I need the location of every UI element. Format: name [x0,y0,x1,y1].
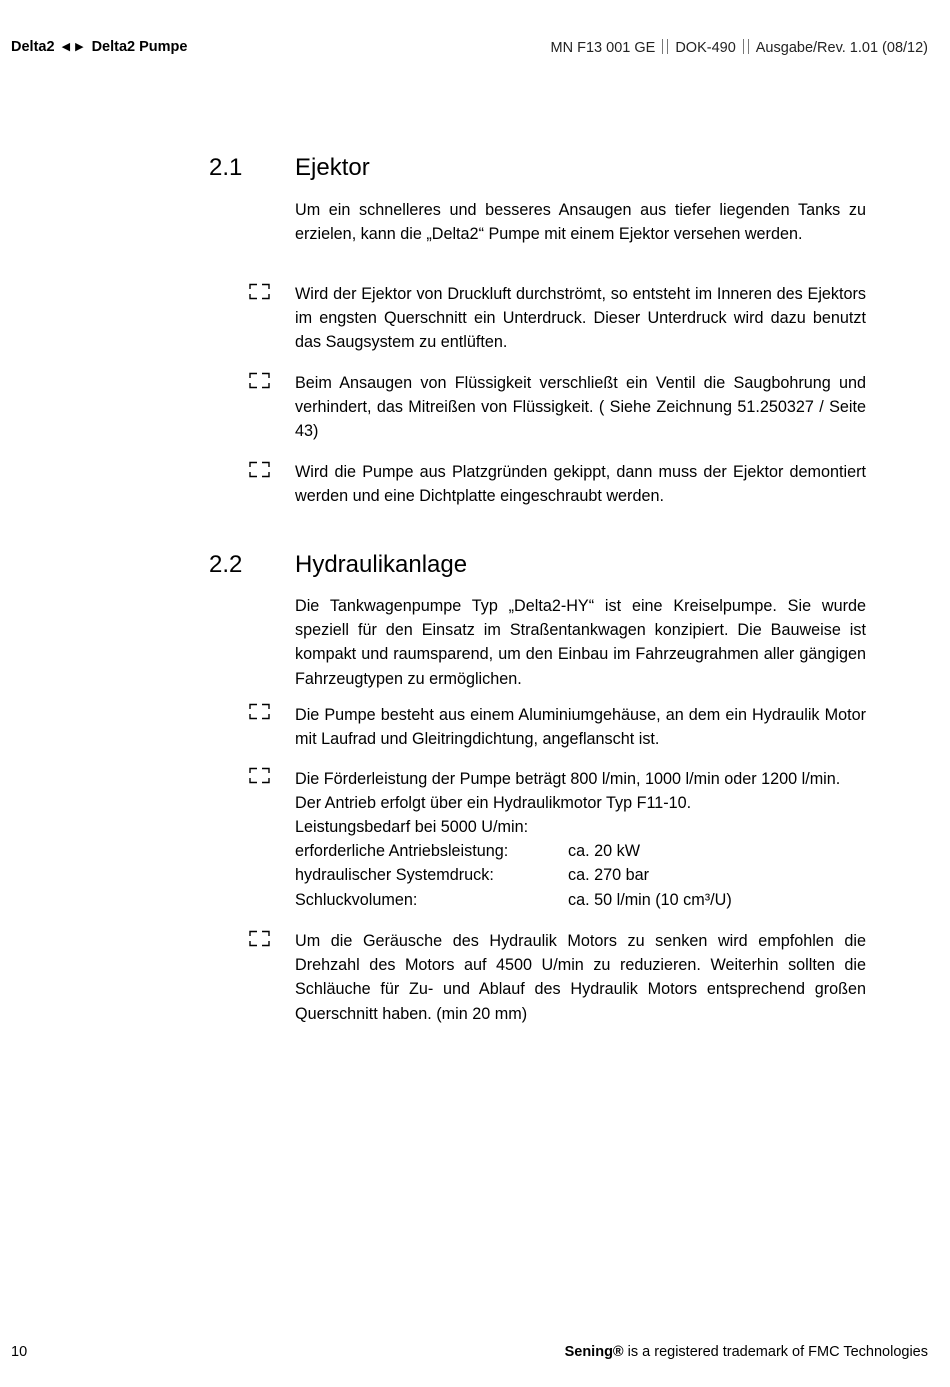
spec-label: Schluckvolumen: [295,890,418,909]
spec-row [295,863,866,887]
header-doc-info [551,39,928,56]
section-title: Ejektor [295,154,370,181]
page-header [11,39,928,59]
section-heading-hydraulikanlage [209,550,467,580]
spec-value: ca. 270 bar [568,866,649,885]
trademark-text: is a registered trademark of FMC Technologies [623,1344,928,1360]
spec-heading: Leistungsbedarf bei 5000 U/min: [295,818,529,836]
list-item: Die Förderleistung der Pumpe beträgt 800 l/min, 1000 l/min oder 1200 l/min. Der Antrieb erfolgt über ein Hydraulikmotor Typ F11-10. [295,770,841,813]
list-item: Die Pumpe besteht aus einem Aluminiumgehäuse, an dem ein Hydraulik Motor mit Laufrad und Gleitringdichtung, angeflanscht ist. [295,706,866,749]
bullet-icon [249,767,270,784]
bullet-icon [249,703,270,720]
brand-name: Sening® [564,1344,624,1360]
list-item: Beim Ansaugen von Flüssigkeit verschließt ein Ventil die Saugbohrung und verhindert, das Mitreißen von Flüssigkeit. ( Siehe Zeichnung 51.250327 / Seite 43) [295,374,866,441]
section-number: 2.1 [209,154,243,181]
doc-ref: DOK-490 [675,40,736,56]
nav-arrows-icon: ◀ ▶ [61,41,85,53]
separator [743,39,749,54]
bullet-icon [249,461,270,478]
spec-row [295,839,866,863]
section-number: 2.2 [209,551,243,578]
spec-table [295,815,866,912]
list-item: Wird die Pumpe aus Platzgründen gekippt, dann muss der Ejektor demontiert werden und eine Dichtplatte eingeschraubt werden. [295,463,866,506]
page-number: 10 [11,1344,28,1360]
breadcrumb-section: Delta2 Pumpe [91,39,188,55]
doc-number: MN F13 001 GE [550,40,656,56]
bullet-icon [249,283,270,300]
section-intro: Die Tankwagenpumpe Typ „Delta2-HY“ ist eine Kreiselpumpe. Sie wurde speziell für den Einsatz im Straßentankwagen konzipiert. Die Bauweise ist kompakt und raumsparend, um den Einbau im Fahrzeugrahmen aller gängigen Fahrzeugtypen zu ermöglichen. [295,597,866,688]
list-item: Um die Geräusche des Hydraulik Motors zu senken wird empfohlen die Drehzahl des Motors auf 4500 U/min zu reduzieren. Weiterhin sollten die Schläuche für Zu- und Ablauf des Hydraulik Motors entsprechend großen Querschnitt haben. (min 20 mm) [295,932,866,1023]
section-heading-ejektor [209,153,370,183]
section-title: Hydraulikanlage [295,551,468,578]
header-breadcrumb [11,39,187,55]
spec-value: ca. 20 kW [568,842,640,861]
spec-label: erforderliche Antriebsleistung: [295,842,509,861]
spec-row [295,888,866,912]
trademark-note [565,1344,928,1360]
spec-label: hydraulischer Systemdruck: [295,866,494,885]
breadcrumb-product: Delta2 [11,39,55,55]
separator [662,39,668,54]
bullet-icon [249,930,270,947]
spec-value: ca. 50 l/min (10 cm³/U) [568,890,732,909]
doc-revision: Ausgabe/Rev. 1.01 (08/12) [755,40,928,56]
section-intro: Um ein schnelleres und besseres Ansaugen aus tiefer liegenden Tanks zu erzielen, kann die „Delta2“ Pumpe mit einem Ejektor versehen werden. [295,201,866,244]
bullet-icon [249,372,270,389]
list-item: Wird der Ejektor von Druckluft durchströmt, so entsteht im Inneren des Ejektors im engsten Querschnitt ein Unterdruck. Dieser Unterdruck wird dazu benutzt das Saugsystem zu entlüften. [295,285,866,352]
